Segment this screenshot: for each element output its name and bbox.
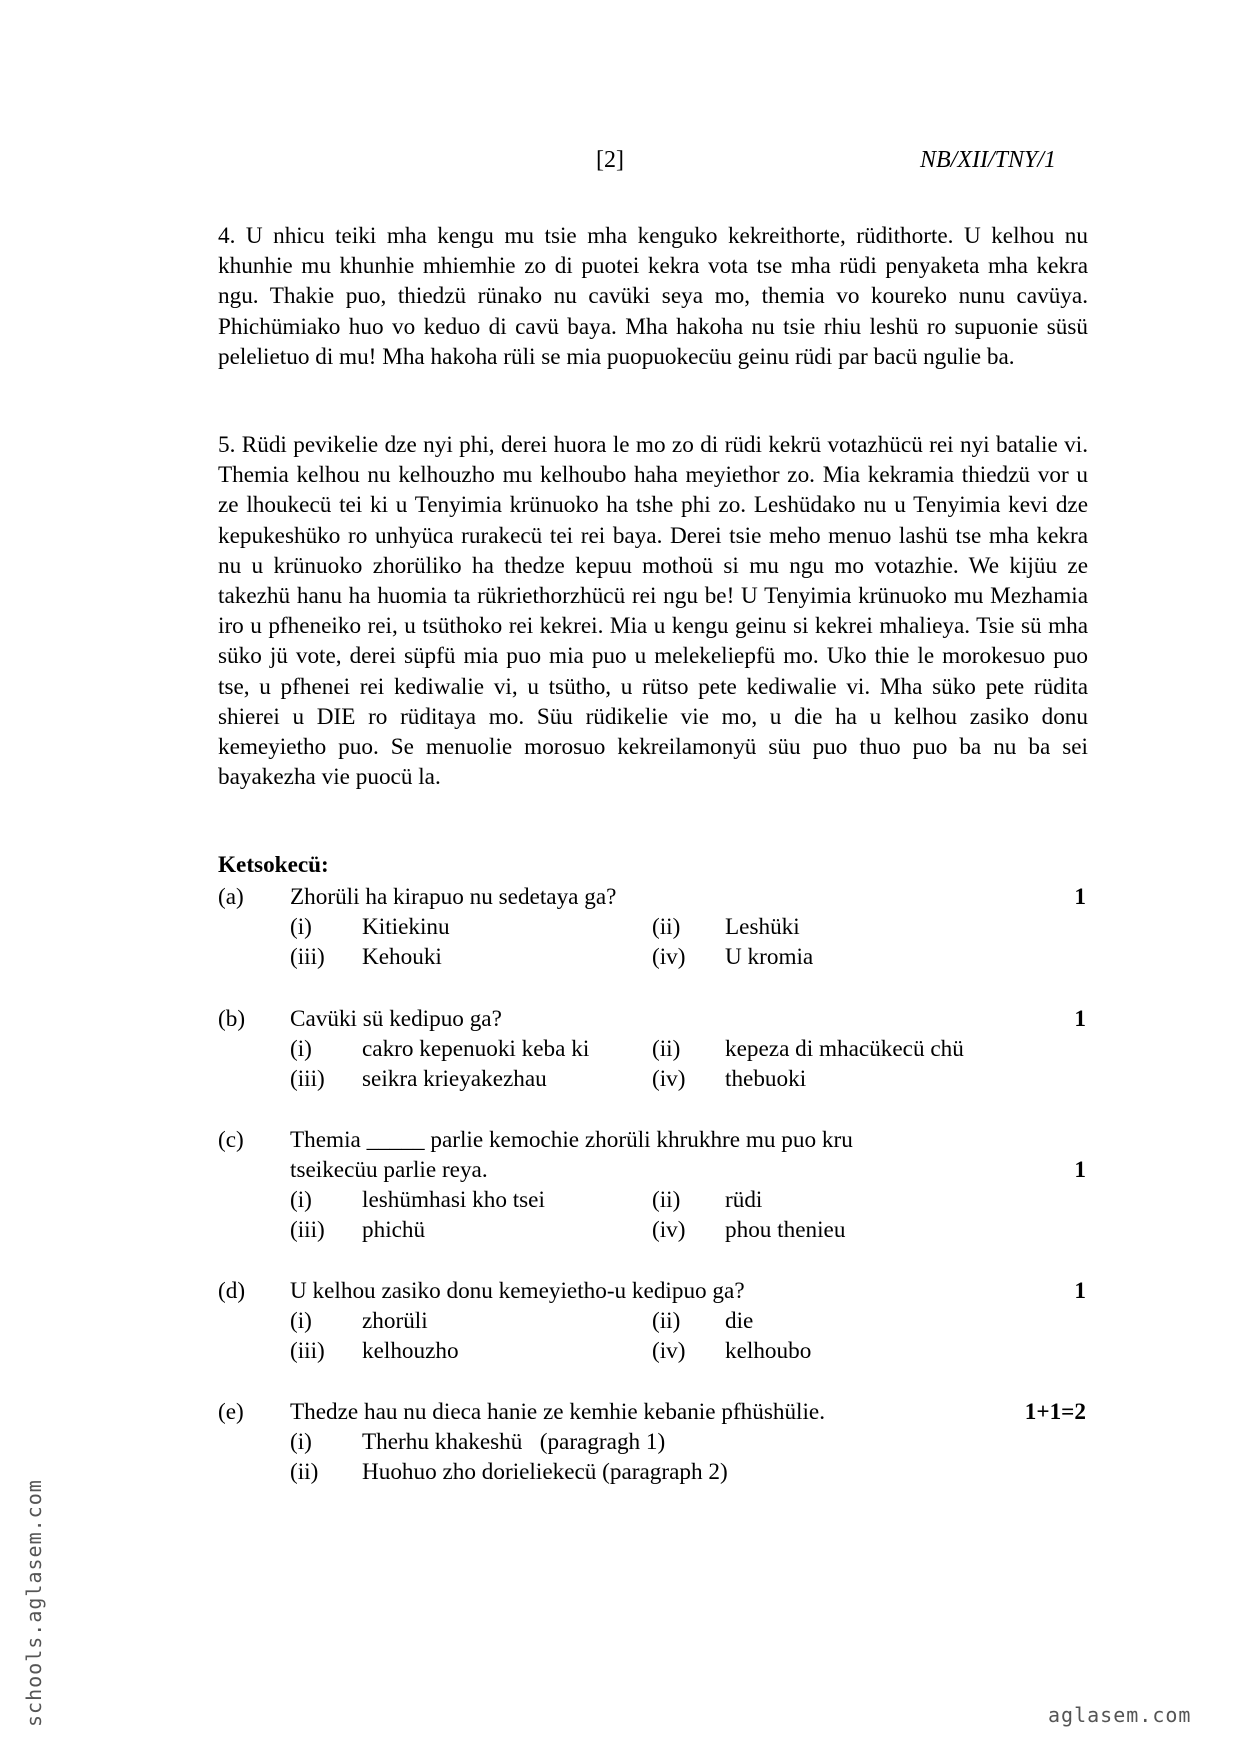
question-letter: (a) (218, 884, 244, 910)
option-text: U kromia (725, 944, 814, 970)
question-letter: (b) (218, 1006, 246, 1032)
option-text: phichü (362, 1217, 426, 1243)
option-text: leshümhasi kho tsei (362, 1187, 545, 1213)
option-text: Kehouki (362, 944, 442, 970)
question-marks: 1 (1074, 884, 1086, 910)
document-code: NB/XII/TNY/1 (920, 147, 1057, 173)
question-marks: 1+1=2 (1024, 1399, 1086, 1425)
option-text: Kitiekinu (362, 914, 450, 940)
option-number: (iv) (652, 944, 686, 970)
option-text: seikra krieyakezhau (362, 1066, 547, 1092)
option-number: (iii) (290, 1338, 325, 1364)
question-text: U kelhou zasiko donu kemeyietho-u kedipuo ga? (290, 1278, 745, 1304)
option-number: (iii) (290, 944, 325, 970)
question-marks: 1 (1074, 1157, 1086, 1183)
option-number: (ii) (652, 914, 681, 940)
option-number: (i) (290, 914, 312, 940)
question-letter: (e) (218, 1399, 244, 1425)
passage-paragraph-5: 5. Rüdi pevikelie dze nyi phi, derei huora le mo zo di rüdi kekrü votazhücü rei nyi batalie vi. Themia kelhou nu kelhouzho mu kelhoubo haha meyiethor zo. Mia kekramia thiedzü vor u ze lhoukecü tei ki u Tenyimia krünuoko ha tshe phi zo. Leshüdako nu u Tenyimia kevi dze kepukeshüko ro unhyüca rurakecü tei rei baya. Derei tsie meho menuo lashü tse mha kekra nu u krünuoko zhorüliko ha thedze kepuu mothoü si mu ngu mo votazhie. We kijüu ze takezhü hanu ha huomia ta rükriethorzhücü rei ngu be! U Tenyimia krünuoko mu Mezhamia iro u pfheneiko rei, u tsüthoko rei kekrei. Mia u kengu geinu si kekrei mhalieya. Tsie sü mha süko jü vote, derei süpfü mia puo mia puo u melekeliepfü mo. Uko thie le morokesuo puo tse, u pfhenei rei kediwalie vi, u tsütho, u rütso pete kediwalie vi. Mha süko pete rüdita shierei u DIE ro rüditaya mo. Süu rüdikelie vie mo, u die ha u kelhou zasiko donu kemeyietho puo. Se menuolie morosuo kekreilamonyü süu puo thuo puo ba nu ba sei bayakezha vie puocü la. (218, 432, 1088, 791)
question-marks: 1 (1074, 1278, 1086, 1304)
option-number: (i) (290, 1187, 312, 1213)
question-text: Themia _____ parlie kemochie zhorüli khrukhre mu puo kru (290, 1127, 853, 1153)
option-number: (ii) (652, 1187, 681, 1213)
option-text: Huohuo zho dorieliekecü (paragraph 2) (362, 1459, 728, 1485)
option-text: phou thenieu (725, 1217, 846, 1243)
option-text: kelhouzho (362, 1338, 459, 1364)
question-text: Cavüki sü kedipuo ga? (290, 1006, 502, 1032)
side-watermark: schools.aglasem.com (22, 1479, 46, 1727)
option-number: (ii) (652, 1036, 681, 1062)
option-text: Leshüki (725, 914, 800, 940)
option-text: die (725, 1308, 754, 1334)
option-number: (i) (290, 1429, 312, 1455)
question-letter: (d) (218, 1278, 246, 1304)
option-number: (i) (290, 1036, 312, 1062)
option-text: zhorüli (362, 1308, 428, 1334)
option-number: (i) (290, 1308, 312, 1334)
option-number: (iv) (652, 1217, 686, 1243)
page-number: [2] (596, 147, 624, 173)
option-number: (iv) (652, 1338, 686, 1364)
question-text: Thedze hau nu dieca hanie ze kemhie kebanie pfhüshülie. (290, 1399, 826, 1425)
questions-heading: Ketsokecü: (218, 852, 329, 878)
option-number: (iii) (290, 1217, 325, 1243)
option-number: (ii) (290, 1459, 319, 1485)
question-text-continued: tseikecüu parlie reya. (290, 1157, 488, 1183)
option-text: kelhoubo (725, 1338, 812, 1364)
passage-paragraph-4: 4. U nhicu teiki mha kengu mu tsie mha kenguko kekreithorte, rüdithorte. U kelhou nu khunhie mu khunhie mhiemhie zo di puotei kekra vota tse mha rüdi penyaketa mha kekra ngu. Thakie puo, thiedzü rünako nu cavüki seya mo, themia vo koureko nunu cavüya. Phichümiako huo vo keduo di cavü baya. Mha hakoha nu tsie rhiu leshü ro supuonie süsü pelelietuo di mu! Mha hakoha rüli se mia puopuokecüu geinu rüdi par bacü ngulie ba. (218, 223, 1088, 370)
question-marks: 1 (1074, 1006, 1086, 1032)
option-text: cakro kepenuoki keba ki (362, 1036, 590, 1062)
question-letter: (c) (218, 1127, 244, 1153)
option-number: (iii) (290, 1066, 325, 1092)
corner-watermark: aglasem.com (1048, 1703, 1192, 1727)
option-text: thebuoki (725, 1066, 807, 1092)
option-text: kepeza di mhacükecü chü (725, 1036, 964, 1062)
option-number: (ii) (652, 1308, 681, 1334)
option-text: Therhu khakeshü (paragragh 1) (362, 1429, 666, 1455)
question-text: Zhorüli ha kirapuo nu sedetaya ga? (290, 884, 617, 910)
option-number: (iv) (652, 1066, 686, 1092)
option-text: rüdi (725, 1187, 763, 1213)
